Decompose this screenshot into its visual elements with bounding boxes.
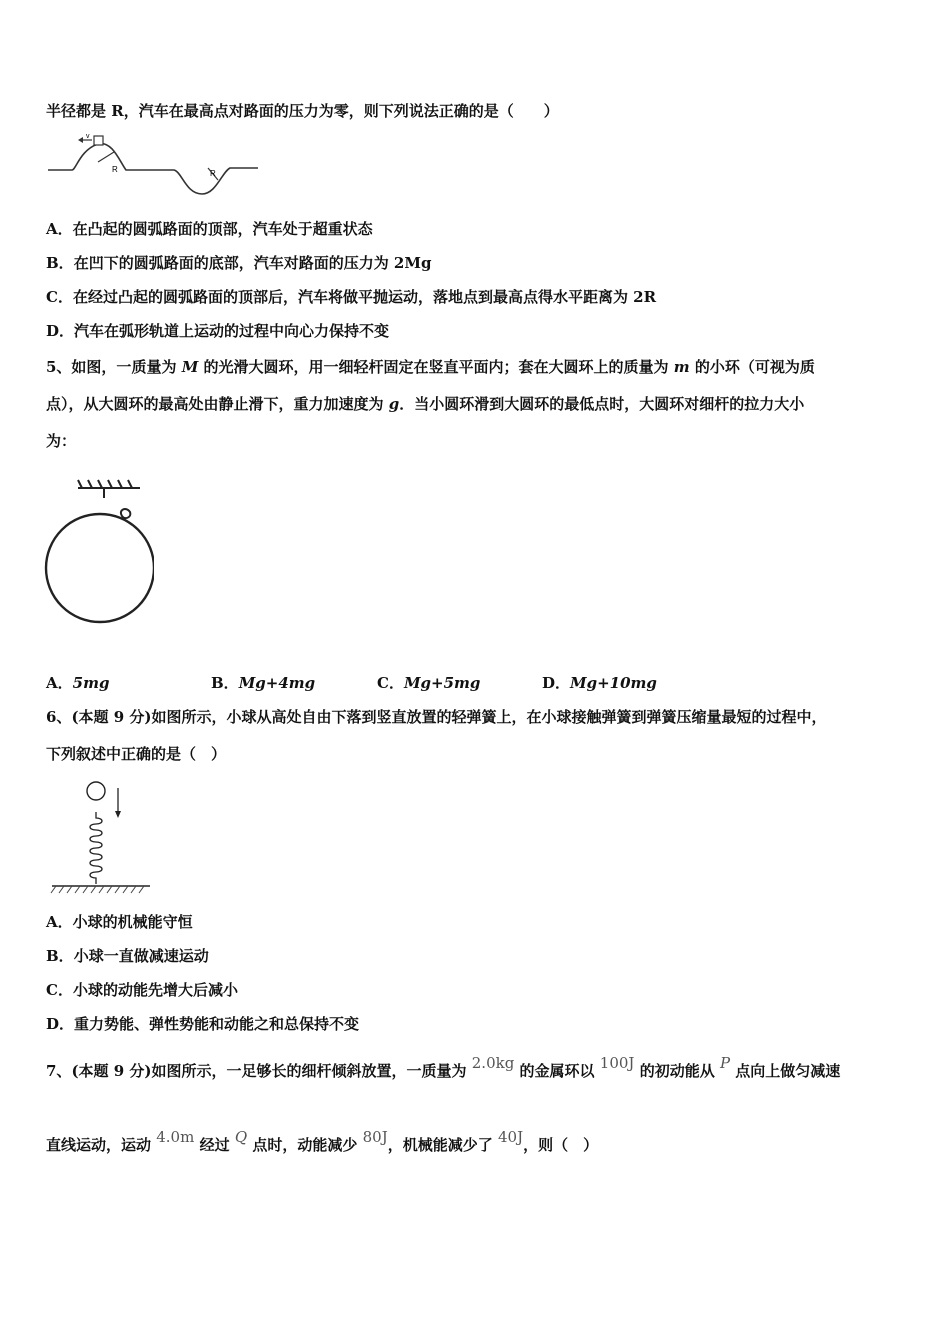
- q4-intro: 半径都是 R，汽车在最高点对路面的压力为零，则下列说法正确的是（ ）: [46, 102, 559, 120]
- q5-option-d: D．Mg+10mg: [542, 674, 657, 692]
- q6-option-a: A．小球的机械能守恒: [46, 913, 193, 931]
- q4-option-a: A．在凸起的圆弧路面的顶部，汽车处于超重状态: [46, 220, 373, 238]
- ring-figure: [44, 476, 154, 636]
- distance-value: 4.0m: [156, 1128, 195, 1146]
- energy-value: 100J: [599, 1054, 635, 1072]
- q4-option-c: C．在经过凸起的圆弧路面的顶部后，汽车将做平抛运动，落地点到最高点得水平距离为 2R: [46, 288, 657, 306]
- radius-line-1: [98, 152, 114, 162]
- radius-label-1: R: [112, 165, 118, 174]
- small-ring: [121, 509, 130, 518]
- q5-line-2: 点），从大圆环的最高处由静止滑下，重力加速度为 g．当小圆环滑到大圆环的最低点时，大圆环对细杆的拉力大小: [46, 395, 805, 413]
- q6-option-c: C．小球的动能先增大后减小: [46, 981, 238, 999]
- q5-option-b: B．Mg+4mg: [211, 674, 316, 692]
- kinetic-loss-value: 80J: [362, 1128, 388, 1146]
- q7-line-2: 直线运动，运动 4.0m 经过 Q 点时，动能减少 80J，机械能减少了 40J，则（ ）: [46, 1128, 599, 1154]
- radius-label-2: R: [210, 169, 216, 178]
- q4-option-d: D．汽车在弧形轨道上运动的过程中向心力保持不变: [46, 322, 390, 340]
- q5-option-a: A．5mg: [46, 674, 110, 692]
- road-arc-figure: [46, 132, 262, 196]
- mass-value: 2.0kg: [471, 1054, 515, 1072]
- mechanical-loss-value: 40J: [497, 1128, 524, 1146]
- q6-line-2: 下列叙述中正确的是（ ）: [46, 745, 227, 763]
- q5-option-c: C．Mg+5mg: [377, 674, 481, 692]
- q4-option-b: B．在凹下的圆弧路面的底部，汽车对路面的压力为 2Mg: [46, 254, 432, 272]
- q7-line-1: 7、(本题 9 分)如图所示，一足够长的细杆倾斜放置，一质量为 2.0kg 的金属环以 100J 的初动能从 P 点向上做匀减速: [46, 1054, 841, 1080]
- velocity-label: v: [86, 133, 90, 140]
- point-q: Q: [234, 1128, 248, 1146]
- spring-coil: [90, 812, 102, 884]
- big-ring: [46, 514, 154, 622]
- q6-option-b: B．小球一直做减速运动: [46, 947, 209, 965]
- q6-line-1: 6、(本题 9 分)如图所示，小球从高处自由下落到竖直放置的轻弹簧上，在小球接触弹簧到弹簧压缩量最短的过程中，: [46, 708, 827, 726]
- car-box: [94, 136, 103, 145]
- q5-line-3: 为：: [46, 432, 77, 450]
- q5-line-1: 5、如图，一质量为 M 的光滑大圆环，用一细轻杆固定在竖直平面内；套在大圆环上的质量为 m 的小环（可视为质: [46, 358, 815, 376]
- ball: [87, 782, 105, 800]
- point-p: P: [719, 1054, 731, 1072]
- spring-figure: [46, 778, 154, 896]
- q6-option-d: D．重力势能、弹性势能和动能之和总保持不变: [46, 1015, 360, 1033]
